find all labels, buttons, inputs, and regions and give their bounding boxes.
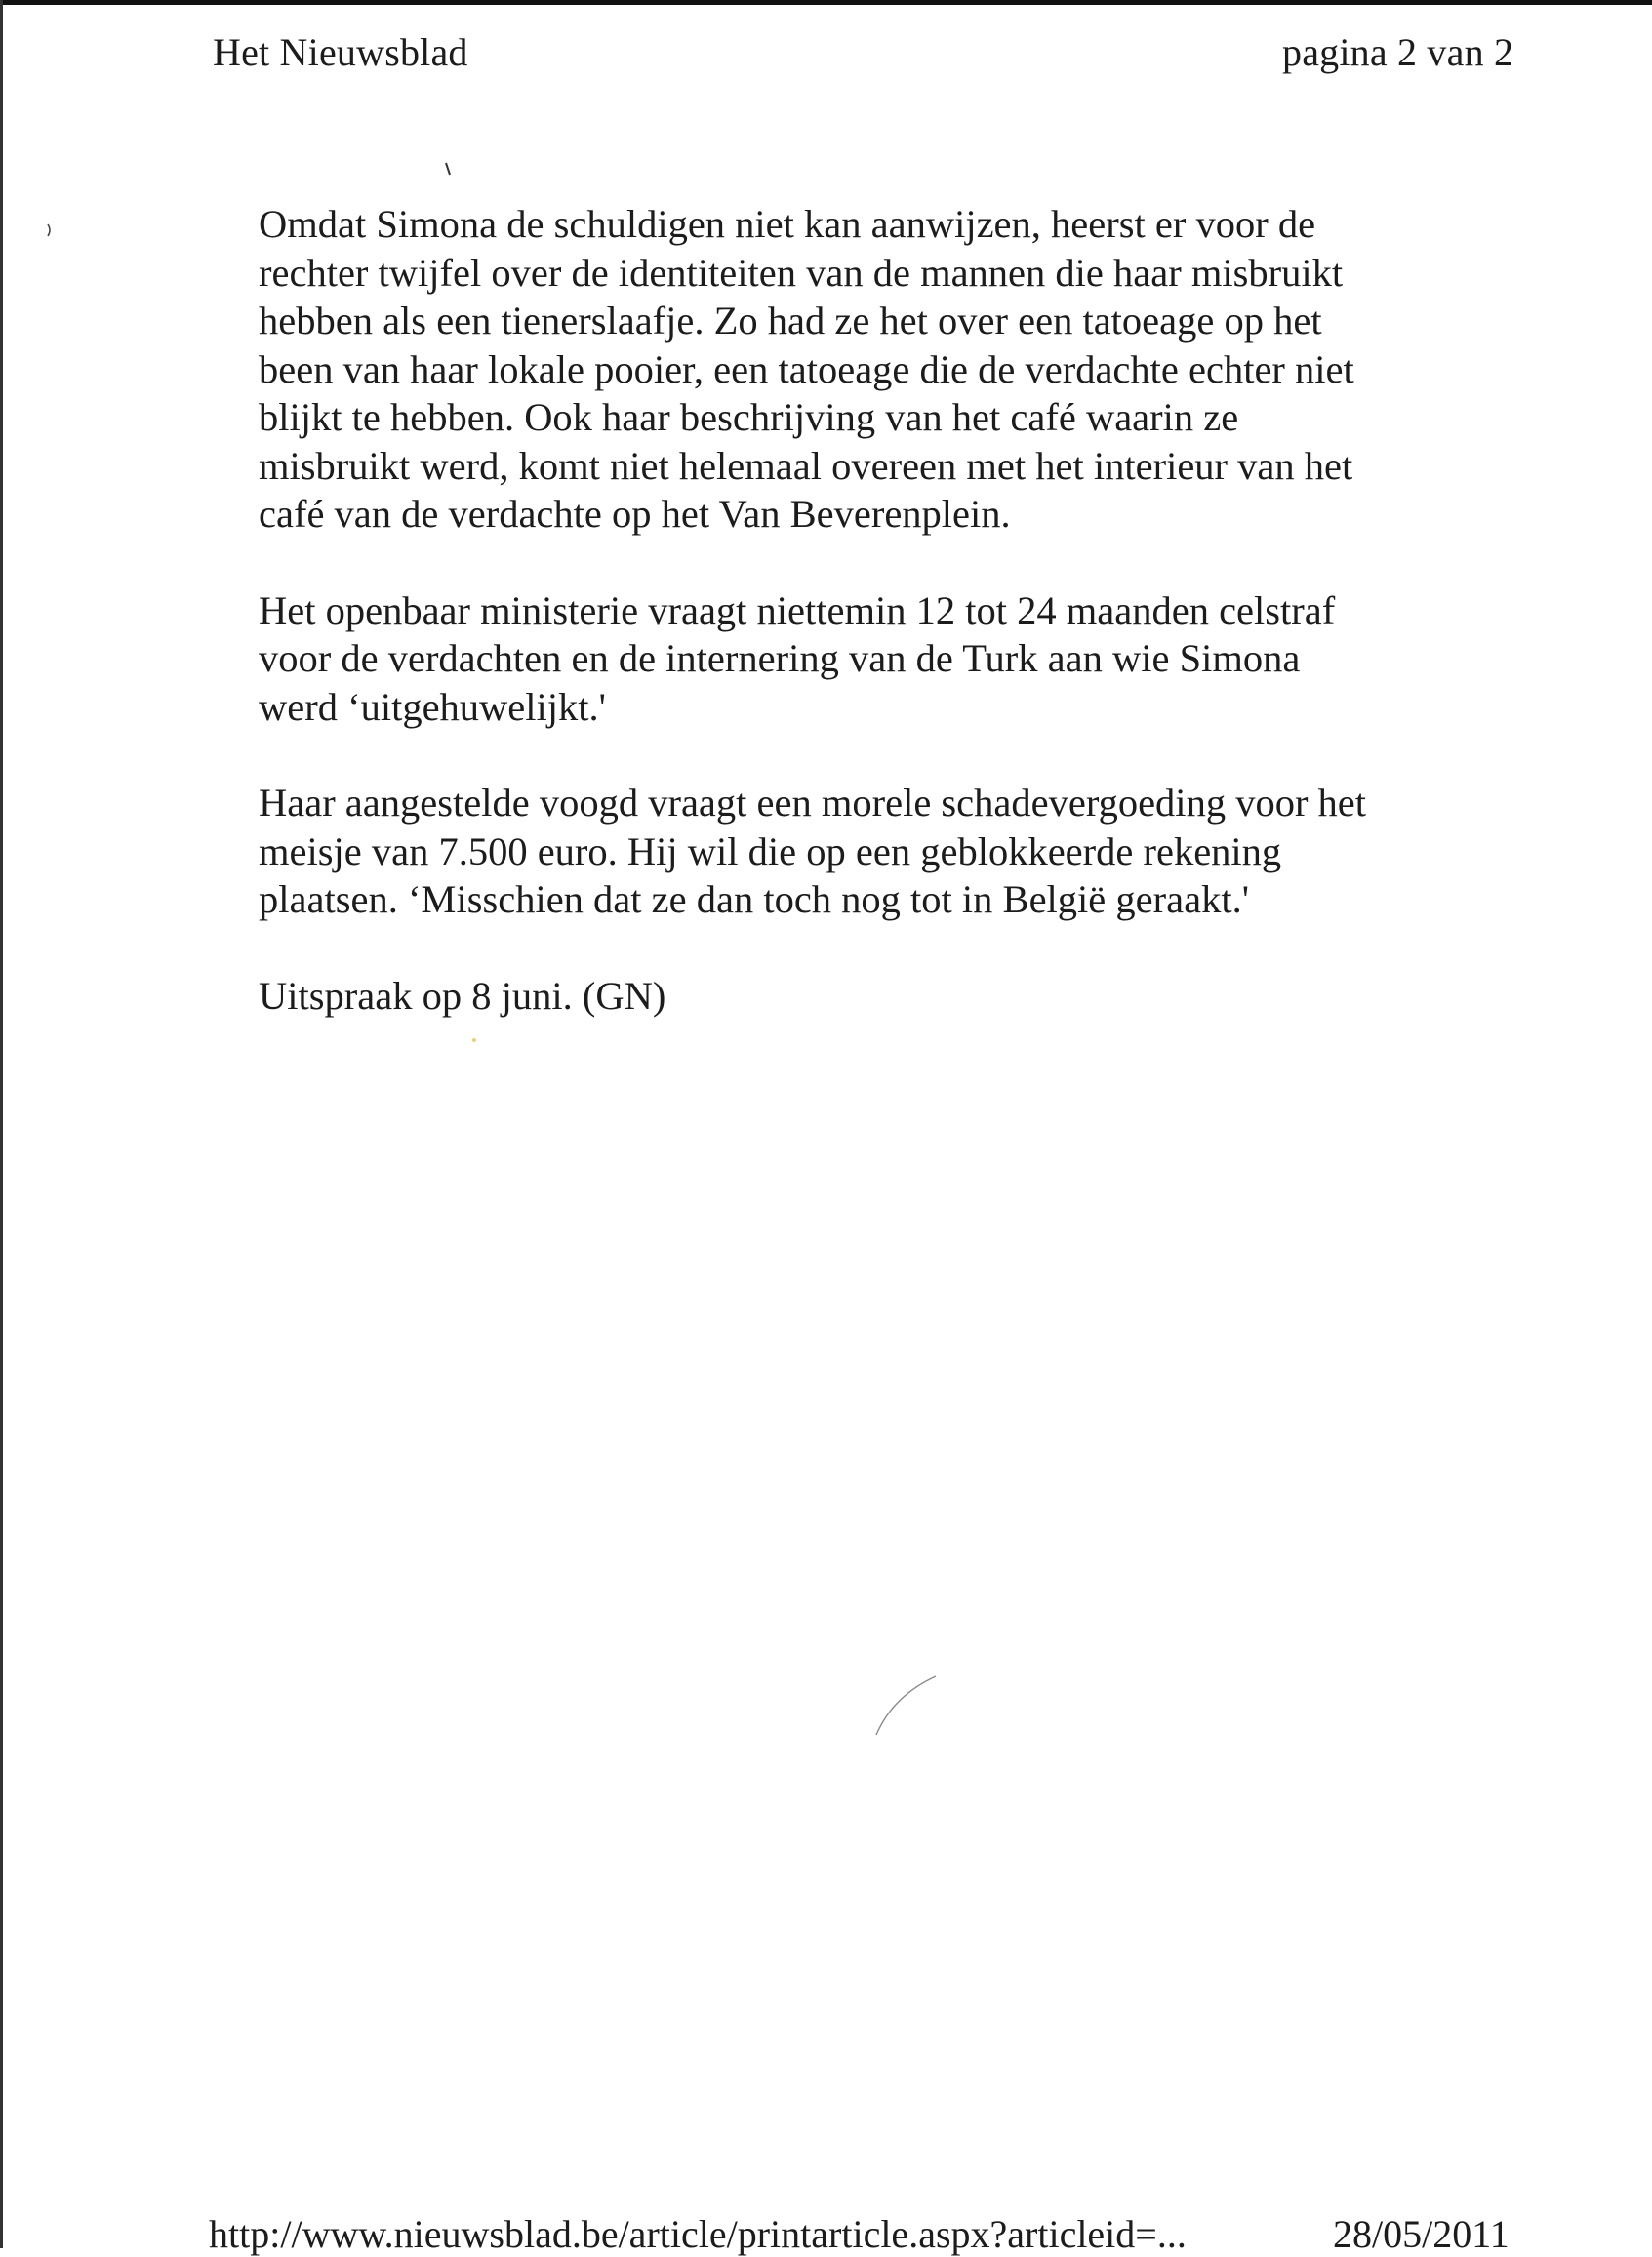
- text-line: Uitspraak op 8 juni. (GN): [259, 973, 666, 1018]
- article-body: [259, 200, 1527, 1068]
- text-line: voor de verdachten en de internering van de Turk aan wie Simona: [259, 636, 1301, 680]
- scan-edge-left: [0, 0, 3, 2248]
- pen-stroke-mark: [873, 1671, 942, 1739]
- scan-speck-mark: [45, 222, 55, 242]
- scan-edge-top: [0, 0, 1652, 5]
- paragraph-4: [259, 972, 1527, 1021]
- text-line: Omdat Simona de schuldigen niet kan aanwijzen, heerst er voor de: [259, 202, 1316, 246]
- text-line: been van haar lokale pooier, een tatoeage die de verdachte echter niet: [259, 346, 1354, 391]
- text-line: meisje van 7.500 euro. Hij wil die op een geblokkeerde rekening: [259, 828, 1282, 873]
- text-line: Het openbaar ministerie vraagt niettemin 12 tot 24 maanden celstraf: [259, 587, 1336, 632]
- page-indicator: pagina 2 van 2: [1282, 30, 1514, 74]
- text-line: Haar aangestelde voogd vraagt een morele schadevergoeding voor het: [259, 781, 1367, 825]
- text-line: café van de verdachte op het Van Beverenplein.: [259, 492, 1011, 536]
- print-date: 28/05/2011: [1333, 2212, 1510, 2256]
- text-line: hebben als een tienerslaafje. Zo had ze het over een tatoeage op het: [259, 299, 1322, 343]
- scan-speck-mark: [444, 161, 454, 181]
- text-line: werd ‘uitgehuwelijkt.': [259, 684, 606, 729]
- source-url: http://www.nieuwsblad.be/article/printarticle.aspx?articleid=...: [209, 2212, 1187, 2256]
- text-line: blijkt te hebben. Ook haar beschrijving van het café waarin ze: [259, 395, 1239, 439]
- text-line: plaatsen. ‘Misschien dat ze dan toch nog tot in België geraakt.': [259, 877, 1249, 921]
- publication-name: Het Nieuwsblad: [213, 30, 468, 74]
- paragraph-2: [259, 586, 1527, 732]
- paragraph-1: [259, 200, 1527, 539]
- text-line: rechter twijfel over de identiteiten van de mannen die haar misbruikt: [259, 250, 1344, 295]
- paragraph-3: [259, 779, 1527, 924]
- text-line: misbruikt werd, komt niet helemaal overeen met het interieur van het: [259, 443, 1353, 488]
